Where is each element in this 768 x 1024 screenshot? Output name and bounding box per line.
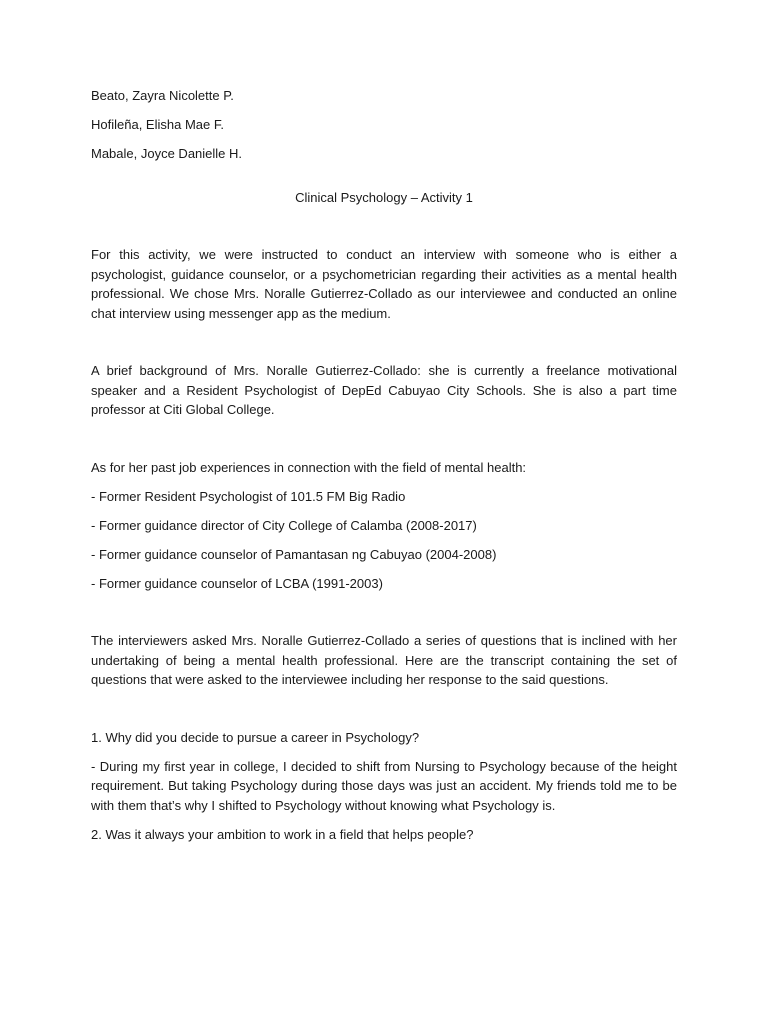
past-job-item: - Former guidance director of City College of Calamba (2008-2017) (91, 517, 477, 533)
document-title: Clinical Psychology – Activity 1 (295, 189, 473, 205)
question-1: 1. Why did you decide to pursue a career in Psychology? (91, 729, 420, 745)
background-paragraph: A brief background of Mrs. Noralle Gutierrez-Collado: she is currently a freelance motivational speaker and a Resident Psychologist of DepEd Cabuyao City Schools. She is also a part time professor at Citi Global College. (91, 363, 677, 417)
question-2: 2. Was it always your ambition to work in a field that helps people? (91, 826, 474, 842)
intro-paragraph: For this activity, we were instructed to conduct an interview with someone who is either a psychologist, guidance counselor, or a psychometrician regarding their activities as a mental health professional. We chose Mrs. Noralle Gutierrez-Collado as our interviewee and conducted an online chat interview using messenger app as the medium. (91, 247, 677, 321)
past-job-item: - Former guidance counselor of Pamantasan ng Cabuyao (2004-2008) (91, 546, 497, 562)
interview-intro-paragraph: The interviewers asked Mrs. Noralle Gutierrez-Collado a series of questions that is inclined with her undertaking of being a mental health professional. Here are the transcript containing the set of questions that were asked to the interviewee including her response to the said questions. (91, 633, 677, 687)
past-job-item: - Former guidance counselor of LCBA (1991-2003) (91, 575, 383, 591)
past-job-item: - Former Resident Psychologist of 101.5 FM Big Radio (91, 488, 406, 504)
answer-1: - During my first year in college, I decided to shift from Nursing to Psychology because of the height requirement. But taking Psychology during those days was just an accident. My friends told me to be with them that’s why I shifted to Psychology without knowing what Psychology is. (91, 758, 677, 813)
author-name: Beato, Zayra Nicolette P. (91, 88, 234, 103)
author-name: Mabale, Joyce Danielle H. (91, 146, 243, 161)
document-page (91, 86, 677, 844)
author-name: Hofileña, Elisha Mae F. (91, 117, 224, 132)
past-jobs-intro: As for her past job experiences in connection with the field of mental health: (91, 459, 527, 475)
